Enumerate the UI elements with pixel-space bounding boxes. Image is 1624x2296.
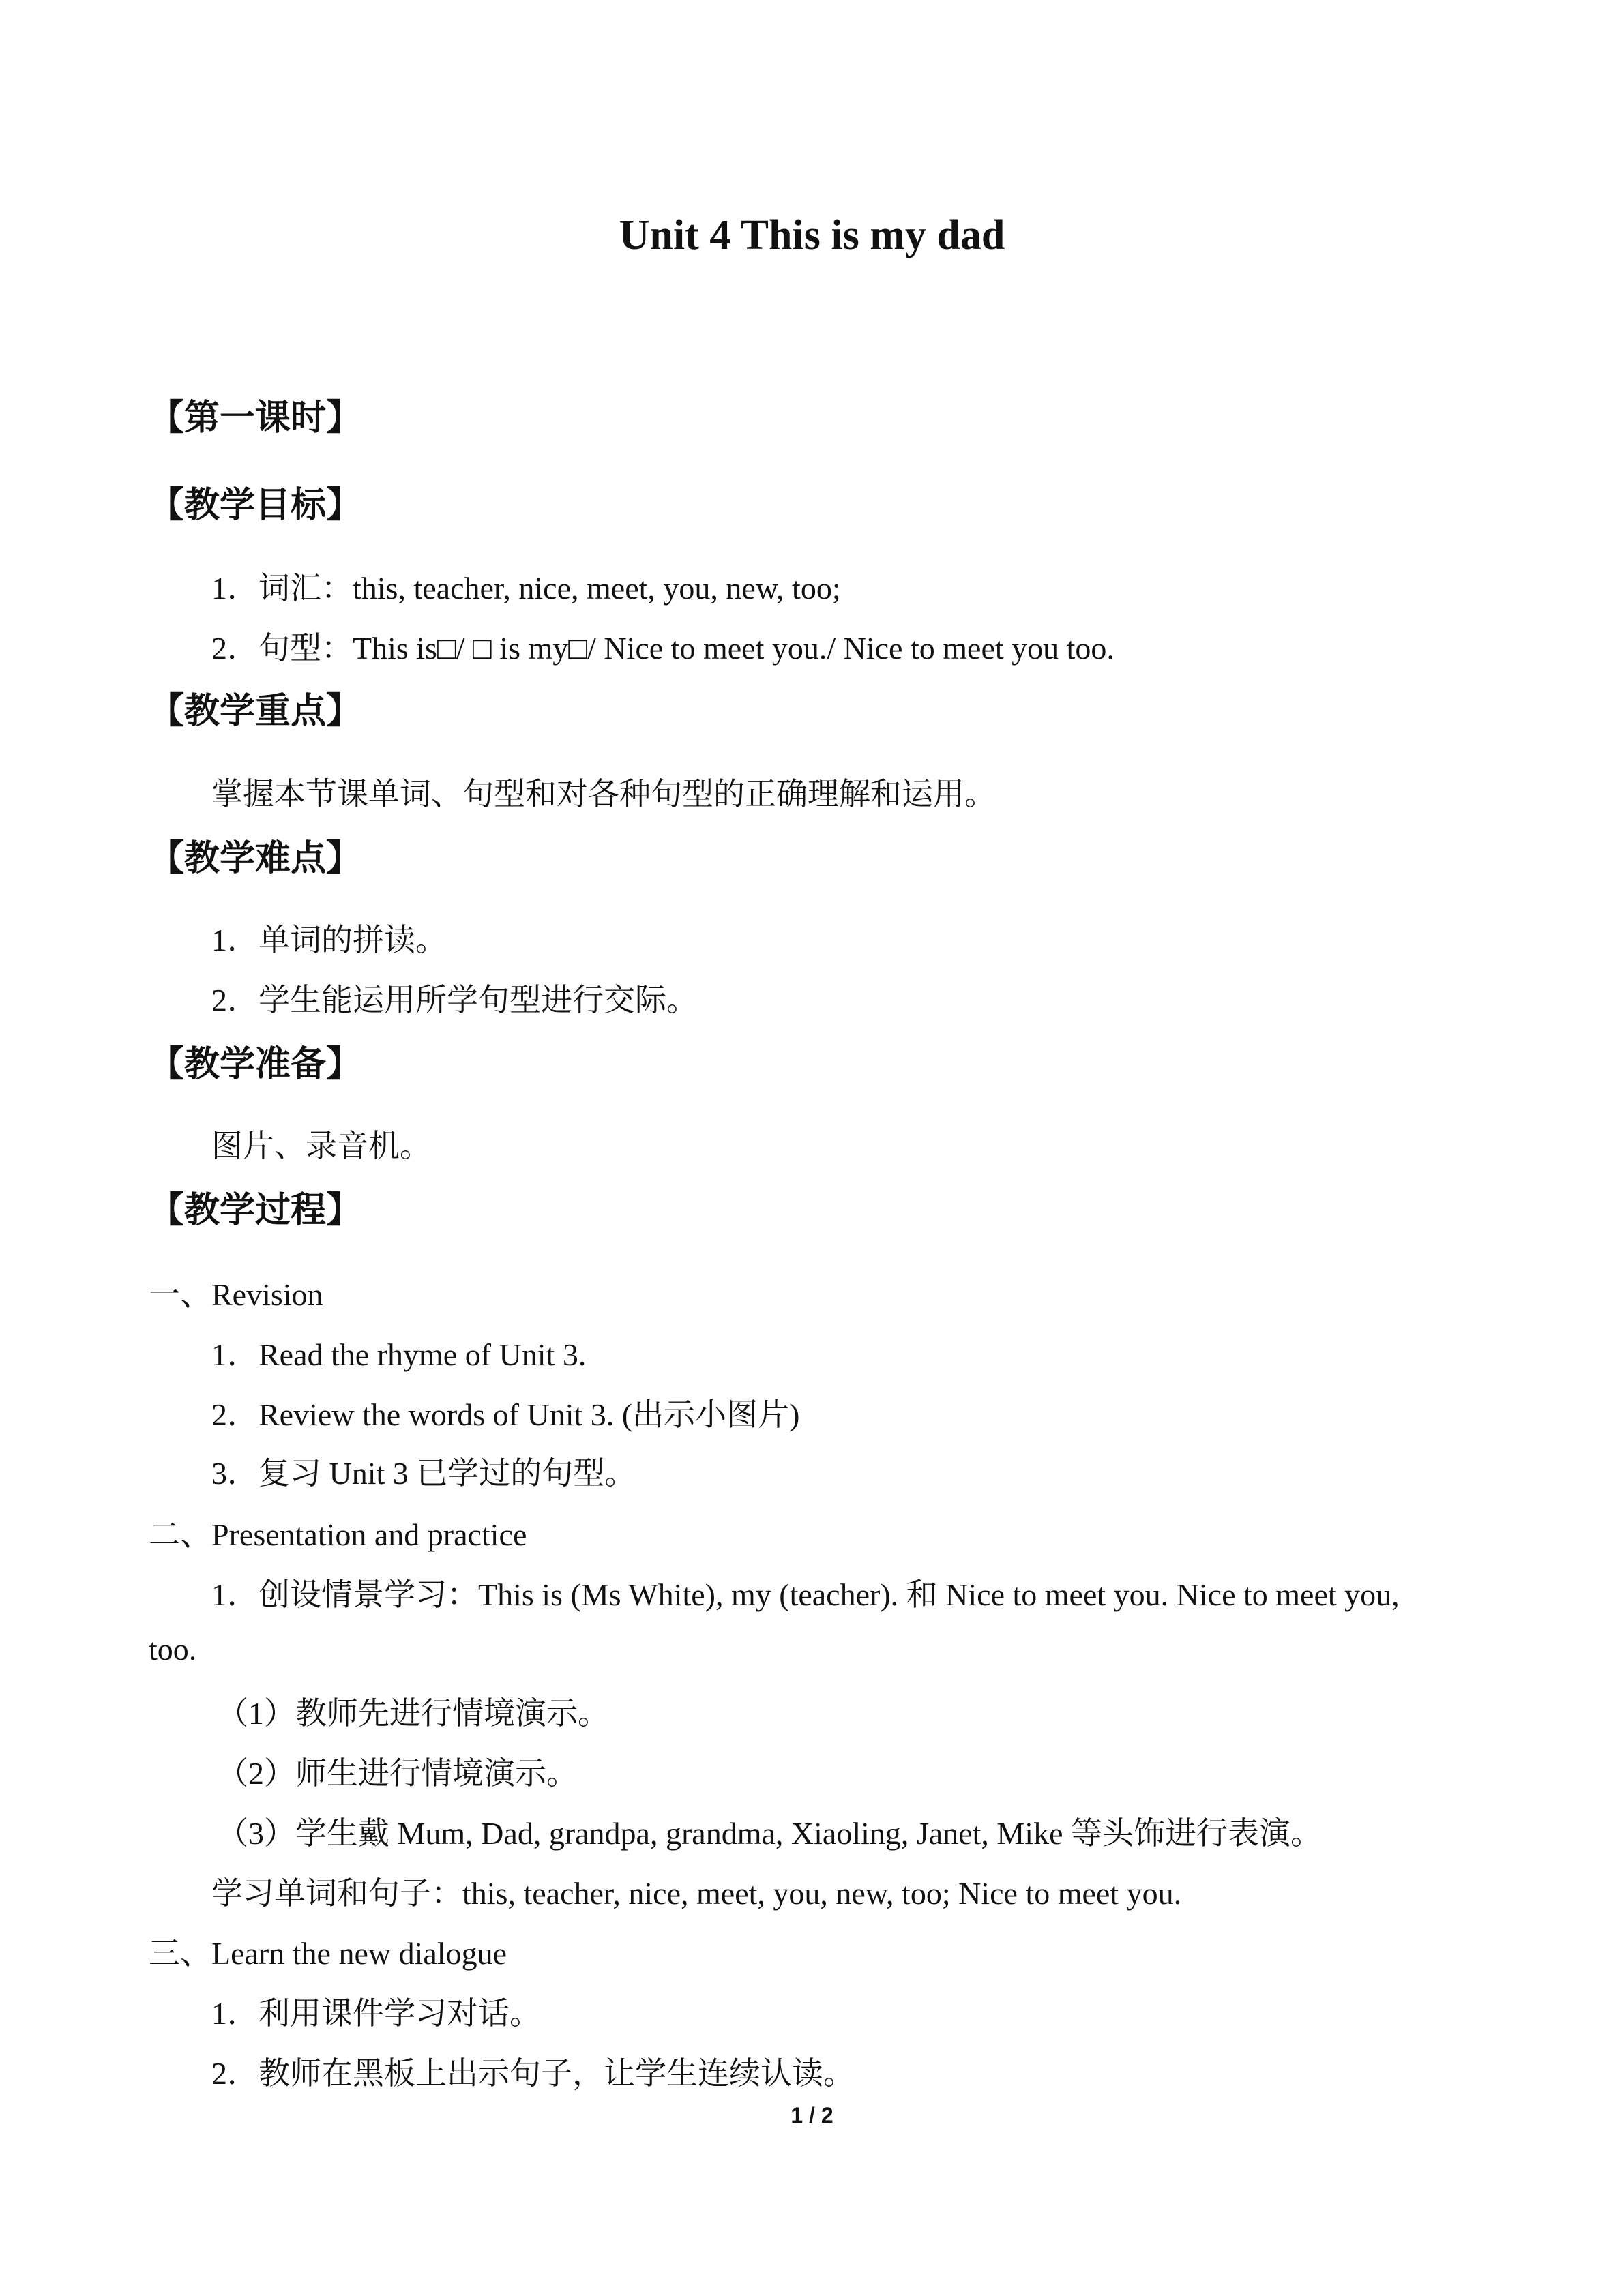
presentation-subitem: （1）教师先进行情境演示。 (217, 1696, 609, 1731)
preparation-heading: 【教学准备】 (149, 1044, 362, 1085)
difficulties-heading: 【教学难点】 (149, 838, 362, 879)
difficulty-item: 2．学生能运用所学句型进行交际。 (211, 983, 698, 1017)
presentation-item: 1．创设情景学习：This is (Ms White), my (teacher). 和 Nice to meet you. Nice to meet you, (211, 1577, 1400, 1612)
process-heading: 【教学过程】 (149, 1190, 362, 1231)
document-title: Unit 4 This is my dad (619, 212, 1005, 258)
dialogue-item: 1．利用课件学习对话。 (211, 1996, 541, 2031)
revision-item: 3．复习 Unit 3 已学过的句型。 (211, 1456, 636, 1491)
objective-item: 1．词汇：this, teacher, nice, meet, you, new, too; (211, 571, 841, 606)
page-number: 1 / 2 (791, 2103, 833, 2128)
revision-title: 一、Revision (149, 1277, 323, 1312)
dialogue-item: 2．教师在黑板上出示句子，让学生连续认读。 (211, 2056, 855, 2091)
lesson-heading: 【第一课时】 (149, 398, 362, 438)
presentation-subitem: （2）师生进行情境演示。 (217, 1756, 578, 1791)
revision-item: 2．Review the words of Unit 3. (出示小图片) (211, 1397, 800, 1432)
key-points-text: 掌握本节课单词、句型和对各种句型的正确理解和运用。 (211, 777, 996, 811)
dialogue-title: 三、Learn the new dialogue (149, 1936, 507, 1971)
preparation-text: 图片、录音机。 (211, 1129, 431, 1163)
difficulty-item: 1．单词的拼读。 (211, 923, 447, 957)
key-points-heading: 【教学重点】 (149, 691, 362, 732)
presentation-words: 学习单词和句子：this, teacher, nice, meet, you, new, too; Nice to meet you. (211, 1876, 1182, 1911)
revision-item: 1．Read the rhyme of Unit 3. (211, 1337, 587, 1372)
presentation-title: 二、Presentation and practice (149, 1517, 527, 1552)
presentation-subitem: （3）学生戴 Mum, Dad, grandpa, grandma, Xiaoling, Janet, Mike 等头饰进行表演。 (217, 1816, 1322, 1851)
objective-item: 2．句型：This is□/ □ is my□/ Nice to meet you./ Nice to meet you too. (211, 631, 1114, 666)
presentation-item-continued: too. (149, 1632, 197, 1667)
objectives-heading: 【教学目标】 (149, 485, 362, 526)
